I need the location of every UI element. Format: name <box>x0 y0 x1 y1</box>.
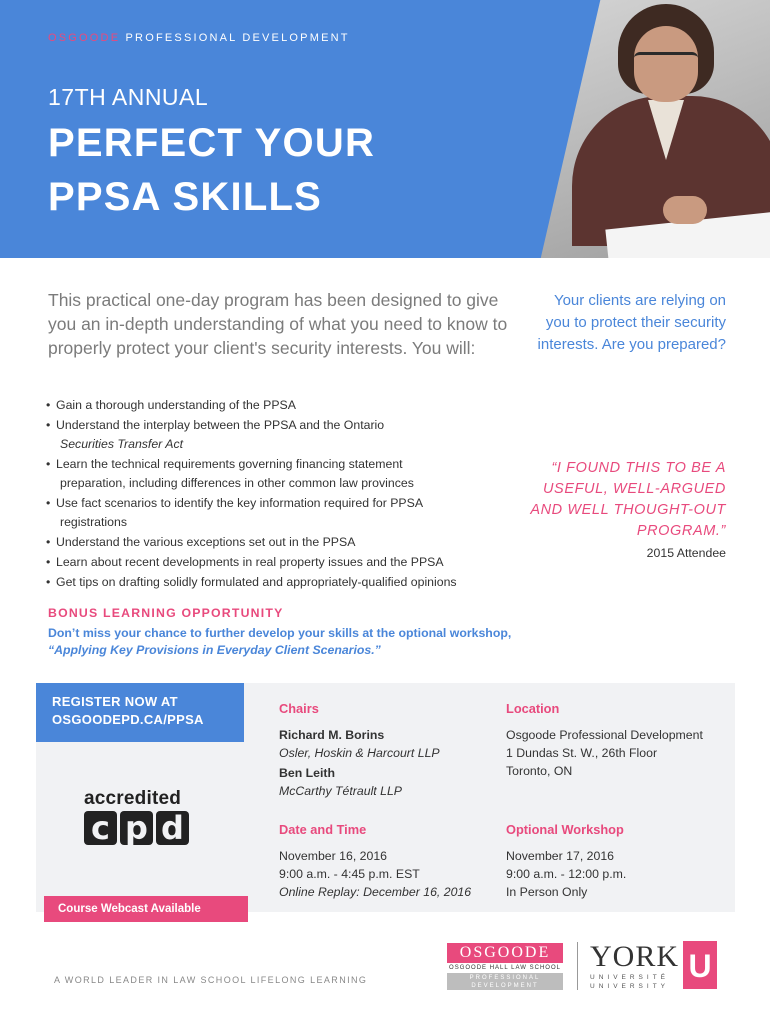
date-time-section <box>279 821 489 901</box>
register-link[interactable] <box>36 683 244 742</box>
workshop-mode: In Person Only <box>506 885 588 899</box>
chairs-section <box>279 700 489 800</box>
bonus-text: Don’t miss your chance to further develop your skills at the optional workshop, “Applying Key Provisions in Everyday Client Scenarios.” <box>48 626 512 657</box>
location-line: Toronto, ON <box>506 764 573 778</box>
event-date: November 16, 2016 <box>279 849 388 863</box>
york-university-logo <box>590 941 720 991</box>
york-u-icon: U <box>683 941 717 989</box>
list-item: • Learn about recent developments in real property issues and the PPSA <box>46 553 516 572</box>
webcast-badge: Course Webcast Available <box>44 896 248 922</box>
register-line-2: OSGOODEPD.CA/PPSA <box>52 712 204 727</box>
footer-tagline: A WORLD LEADER IN LAW SCHOOL LIFELONG LEARNING <box>54 975 368 985</box>
location-heading: Location <box>506 701 560 716</box>
register-line-1: REGISTER NOW AT <box>52 694 178 709</box>
eyebrow-rest: PROFESSIONAL DEVELOPMENT <box>125 32 350 44</box>
chair-name: Richard M. Borins <box>279 728 385 742</box>
event-time: 9:00 a.m. - 4:45 p.m. EST <box>279 867 420 881</box>
eyebrow-org: OSGOODE <box>48 32 121 44</box>
chair-firm: McCarthy Tétrault LLP <box>279 784 403 798</box>
header-photo <box>488 0 770 258</box>
testimonial-quote: “I FOUND THIS TO BE A USEFUL, WELL-ARGUED AND WELL THOUGHT-OUT PROGRAM.” <box>530 460 726 539</box>
list-item: • Understand the various exceptions set out in the PPSA <box>46 533 516 552</box>
chair-firm: Osler, Hoskin & Harcourt LLP <box>279 746 440 760</box>
bonus-title: BONUS LEARNING OPPORTUNITY <box>48 606 284 620</box>
testimonial-attribution: 2015 Attendee <box>646 546 726 560</box>
workshop-heading: Optional Workshop <box>506 822 624 837</box>
workshop-date: November 17, 2016 <box>506 849 615 863</box>
accredited-label: accredited <box>84 788 182 809</box>
program-eyebrow <box>48 32 350 44</box>
online-replay: Online Replay: December 16, 2016 <box>279 885 472 899</box>
york-wordmark: YORK <box>590 940 680 973</box>
logo-divider <box>577 942 578 990</box>
list-item: • Get tips on drafting solidly formulated and appropriately-qualified opinions <box>46 573 516 592</box>
learning-objectives-list <box>46 396 516 593</box>
cpd-letter: d <box>156 811 189 845</box>
list-item: • Understand the interplay between the PPSA and the Ontario Securities Transfer Act <box>46 416 516 454</box>
side-question: Your clients are relying on you to protect their security interests. Are you prepared? <box>537 292 726 353</box>
workshop-section <box>506 821 726 901</box>
list-item: • Gain a thorough understanding of the PPSA <box>46 396 516 415</box>
chair-name: Ben Leith <box>279 766 336 780</box>
title-line-2: PPSA SKILLS <box>48 175 322 219</box>
photo-hand <box>663 196 707 224</box>
page-title <box>48 116 375 224</box>
annual-label: 17TH ANNUAL <box>48 84 209 110</box>
location-line: 1 Dundas St. W., 26th Floor <box>506 746 658 760</box>
cpd-letter: c <box>84 811 117 845</box>
date-time-heading: Date and Time <box>279 822 367 837</box>
osgoode-wordmark: OSGOODE <box>447 943 563 963</box>
list-item: • Learn the technical requirements governing financing statement preparation, including differences in other common law provinces <box>46 455 516 493</box>
location-line: Osgoode Professional Development <box>506 728 703 742</box>
osgoode-logo <box>447 943 563 991</box>
workshop-name: “Applying Key Provisions in Everyday Client Scenarios.” <box>48 643 381 657</box>
chairs-heading: Chairs <box>279 701 319 716</box>
intro-paragraph: This practical one-day program has been designed to give you an in-depth understanding of what you need to know to properly protect your client's security interests. You will: <box>48 290 508 358</box>
cpd-letter: p <box>120 811 153 845</box>
york-university: UNIVERSITY <box>590 983 670 990</box>
osgoode-pd: PROFESSIONAL DEVELOPMENT <box>447 973 563 990</box>
title-line-1: PERFECT YOUR <box>48 121 376 165</box>
workshop-time: 9:00 a.m. - 12:00 p.m. <box>506 867 627 881</box>
location-section <box>506 700 726 780</box>
osgoode-subtitle: OSGOODE HALL LAW SCHOOL <box>449 965 561 971</box>
glasses-icon <box>634 52 698 66</box>
accredited-cpd-logo <box>84 789 194 845</box>
list-item: • Use fact scenarios to identify the key information required for PPSA registrations <box>46 494 516 532</box>
york-universite: UNIVERSITÉ <box>590 974 670 981</box>
